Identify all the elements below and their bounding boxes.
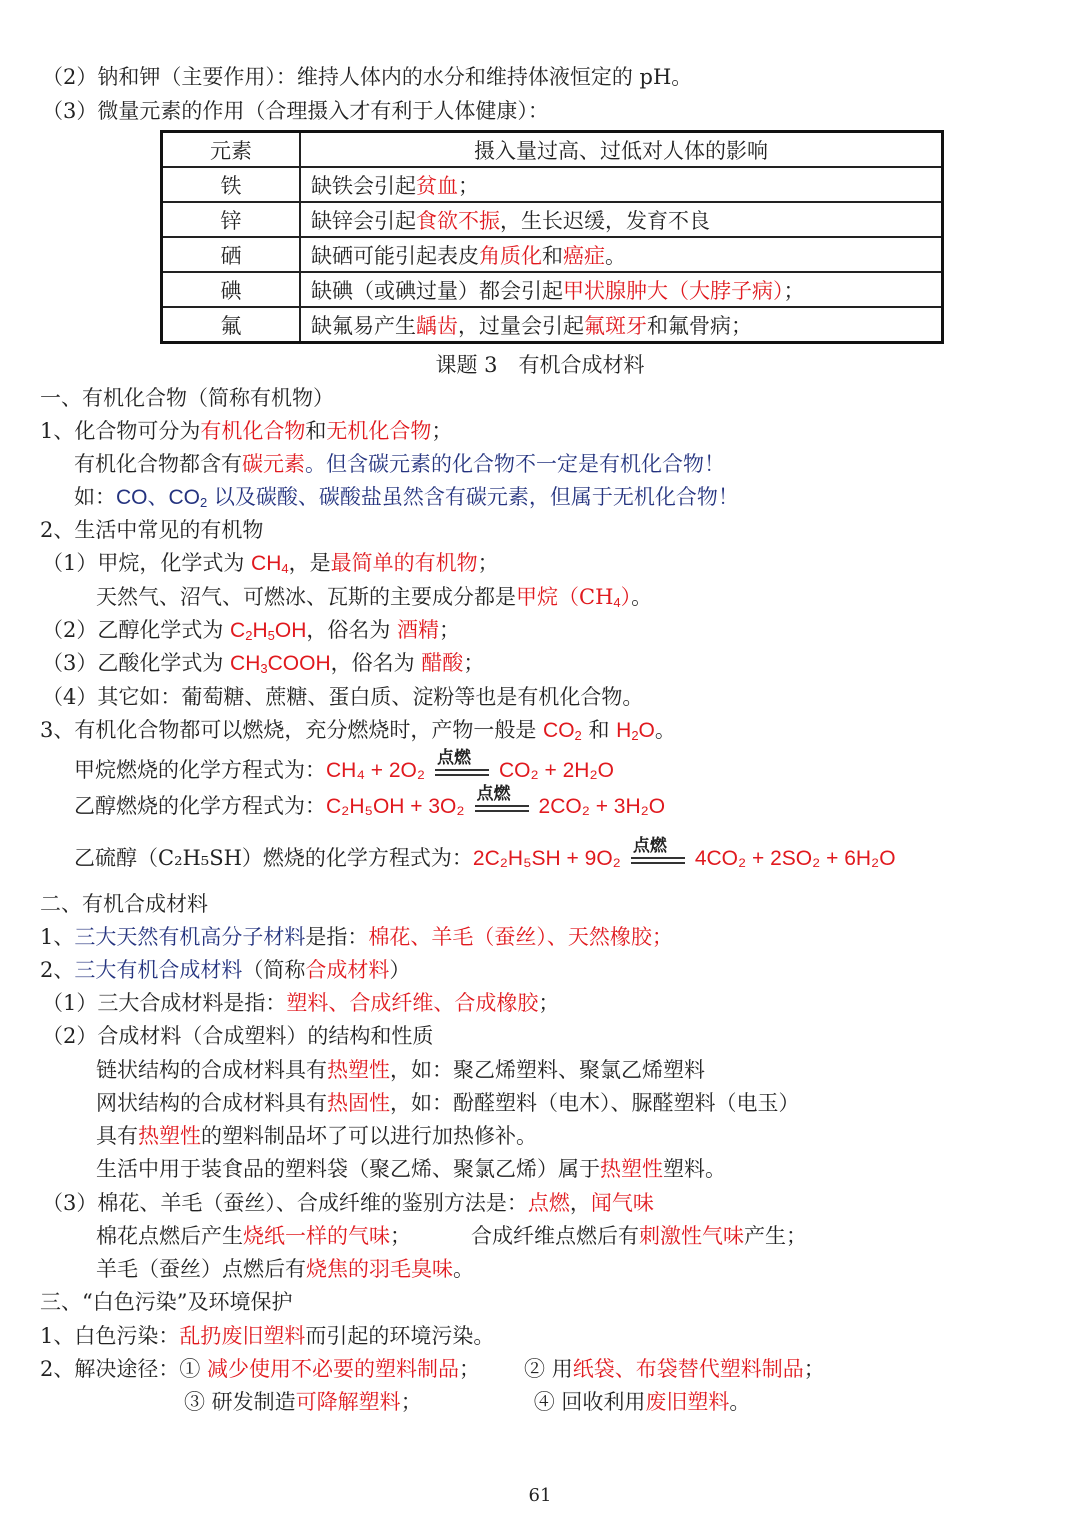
paragraph-methane: （1）甲烷，化学式为 $CH_4$，是最简单的有机物；	[42, 551, 499, 576]
page-number: 61	[528, 1485, 552, 1506]
equation-ethanethiol: 乙硫醇（C₂H₅SH）燃烧的化学方程式为：2C₂H₅SH + 9O₂ 点燃 4CO₂ + 2SO₂ + 6H₂O	[74, 843, 896, 875]
paragraph-acetic-acid: （3）乙酸化学式为 $CH_3COOH$，俗名为 醋酸；	[42, 651, 485, 676]
paragraph-solutions-1: 2、解决途径：① 减少使用不必要的塑料制品； ② 用纸袋、布袋替代塑料制品；	[40, 1357, 825, 1381]
paragraph-combustion: 3、有机化合物都可以燃烧，充分燃烧时，产物一般是 $CO_2$ 和 $H_2O$。	[40, 718, 676, 743]
table-row	[162, 202, 943, 237]
table-header-element: 元素	[162, 132, 301, 168]
paragraph-inorganic-examples: 如：CO、$CO_2$ 以及碳酸、碳酸盐虽然含有碳元素，但属于无机化合物！	[74, 485, 739, 510]
element-cell: 锌	[162, 202, 301, 237]
section-heading-organic: 一、有机化合物（简称有机物）	[40, 386, 334, 410]
trace-element-table	[160, 130, 944, 344]
equation-ethanol: 乙醇燃烧的化学方程式为：C₂H₅OH + 3O₂ 点燃 2CO₂ + 3H₂O	[74, 791, 665, 823]
element-cell: 硒	[162, 237, 301, 272]
paragraph-food-bags: 生活中用于装食品的塑料袋（聚乙烯、聚氯乙烯）属于热塑性塑料。	[96, 1157, 726, 1181]
paragraph-solutions-2: ③ 研发制造可降解塑料； ④ 回收利用废旧塑料。	[184, 1390, 751, 1414]
effect-cell: 缺锌会引起食欲不振，生长迟缓，发育不良	[300, 202, 943, 237]
table-row	[162, 307, 943, 343]
table-row	[162, 167, 943, 202]
paragraph-natural-polymers: 1、三大天然有机高分子材料是指：棉花、羊毛（蚕丝）、天然橡胶；	[40, 925, 673, 949]
lesson-title: 课题 3 有机合成材料	[435, 353, 645, 377]
reaction-arrow: 点燃	[627, 845, 689, 875]
paragraph-fiber-identification: （3）棉花、羊毛（蚕丝）、合成纤维的鉴别方法是：点燃，闻气味	[42, 1191, 654, 1215]
paragraph-repair: 具有热塑性的塑料制品坏了可以进行加热修补。	[96, 1124, 537, 1148]
paragraph-wool-smell: 羊毛（蚕丝）点燃后有烧焦的羽毛臭味。	[96, 1257, 474, 1281]
reaction-arrow: 点燃	[431, 757, 493, 787]
table-row	[162, 272, 943, 307]
intro-line-sodium-potassium: （2）钠和钾（主要作用）：维持人体内的水分和维持体液恒定的 pH。	[42, 65, 693, 89]
table-header-effect: 摄入量过高、过低对人体的影响	[300, 132, 943, 168]
paragraph-structure-properties: （2）合成材料（合成塑料）的结构和性质	[42, 1024, 434, 1048]
intro-line-trace-elements: （3）微量元素的作用（合理摄入才有利于人体健康）：	[42, 99, 549, 123]
paragraph-compound-classes: 1、化合物可分为有机化合物和无机化合物；	[40, 419, 453, 443]
effect-cell: 缺铁会引起贫血；	[300, 167, 943, 202]
effect-cell: 缺碘（或碘过量）都会引起甲状腺肿大（大脖子病）；	[300, 272, 943, 307]
effect-cell: 缺硒可能引起表皮角质化和癌症。	[300, 237, 943, 272]
table-row	[162, 237, 943, 272]
element-cell: 碘	[162, 272, 301, 307]
paragraph-thermoset: 网状结构的合成材料具有热固性，如：酚醛塑料（电木）、脲醛塑料（电玉）	[96, 1091, 800, 1115]
effect-cell: 缺氟易产生龋齿，过量会引起氟斑牙和氟骨病；	[300, 307, 943, 343]
equation-methane: 甲烷燃烧的化学方程式为：CH₄ + 2O₂ 点燃 CO₂ + 2H₂O	[74, 755, 614, 787]
paragraph-thermoplastic: 链状结构的合成材料具有热塑性，如：聚乙烯塑料、聚氯乙烯塑料	[96, 1058, 705, 1082]
paragraph-other-organics: （4）其它如：葡萄糖、蔗糖、蛋白质、淀粉等也是有机化合物。	[42, 685, 644, 709]
paragraph-ethanol: （2）乙醇化学式为 $C_2H_5OH$，俗名为 酒精；	[42, 618, 461, 643]
paragraph-white-pollution: 1、白色污染：乱扔废旧塑料而引起的环境污染。	[40, 1324, 495, 1348]
element-cell: 铁	[162, 167, 301, 202]
paragraph-synthetic-materials: 2、三大有机合成材料（简称合成材料）	[40, 958, 411, 982]
reaction-arrow: 点燃	[471, 793, 533, 823]
paragraph-methane-sources: 天然气、沼气、可燃冰、瓦斯的主要成分都是甲烷$(CH_4)$。	[96, 585, 653, 610]
section-heading-pollution: 三、“白色污染”及环境保护	[40, 1290, 293, 1314]
paragraph-three-synthetics: （1）三大合成材料是指：塑料、合成纤维、合成橡胶；	[42, 991, 560, 1015]
paragraph-carbon-element: 有机化合物都含有碳元素。但含碳元素的化合物不一定是有机化合物！	[74, 452, 725, 476]
section-heading-synthetic: 二、有机合成材料	[40, 892, 208, 916]
table-header-row	[162, 132, 943, 168]
element-cell: 氟	[162, 307, 301, 343]
paragraph-common-organics: 2、生活中常见的有机物	[40, 518, 264, 542]
paragraph-cotton-smell: 棉花点燃后产生烧纸一样的气味； 合成纤维点燃后有刺激性气味产生；	[96, 1224, 807, 1248]
